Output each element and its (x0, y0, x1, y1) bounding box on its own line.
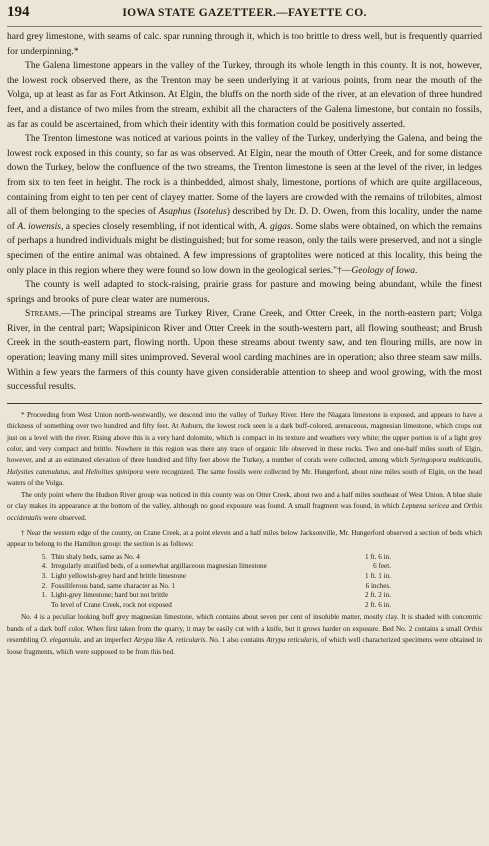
strata-table (35, 553, 395, 611)
footnote-divider (7, 403, 482, 404)
paragraph: hard grey limestone, with seams of calc. spar running through it, which is too brittle to dress well, but is frequently quarried for underpinning.* (7, 31, 482, 57)
footnote: The only point where the Hudson River group was noticed in this county was on Otter Creek, about two and a half miles southeast of West Union. A blue shale or clay makes its appearance at the bottom of the valley, although no good exposure was found. A small fragment was found, in which Leptæna sericea and Orthis occidentalis were observed. (7, 490, 482, 522)
table-row: 1. Light-grey limestone; hard but not brittle 2 ft. 2 in. (41, 591, 391, 600)
table-row: 2. Fossiliferous band, same character as No. 1 6 inches. (41, 581, 391, 590)
footnote: No. 4 is a peculiar looking buff grey magnesian limestone, which contains about seven per cent of insoluble matter, mostly clay. It is shaded with concentric bands of a dark buff color. When first taken from the quarry, it may be easily cut with a knife, but it grows harder on exposure. Bed No. 2 contains a small Orthis resembling O. elegantula, and an imperfect Atrypa like A. reticularis. No. 1 also contains Atrypa reticularis, of which well characterized specimens were obtained in loose fragments, which were supposed to be from this bed. (7, 613, 483, 656)
running-title: IOWA STATE GAZETTEER.—FAYETTE CO. (122, 7, 367, 19)
table-row: 4. Irregularly stratified beds, of a somewhat argillaceous magnesian limestone 6 feet. (41, 562, 391, 571)
paragraph: Streams.—The principal streams are Turkey River, Crane Creek, and Otter Creek, in the north-eastern part; Volga River, in the central part; Wapsipinicon River and Otter Creek in the south-western part, all flowing southeast; and Brush Creek in the south-eastern part, flowing north. Upon these streams about twenty saw, and ten flouring mills, are now in operation; leaving many mill sites unimproved. Several wool carding machines are in operation; also three steam saw mills. Within a few years the farmers of this county have given considerable attention to sheep and wool growing, with the most successful results. (7, 308, 482, 393)
section-label: Streams. (25, 308, 62, 320)
table-row: To level of Crane Creek, rock not exposed 2 ft. 6 in. (51, 600, 391, 609)
paragraph: The Trenton limestone was noticed at various points in the valley of the Turkey, underlying the Galena, and being the lowest rock exposed in this county, so far as was observed. At Elgin, near the mouth of Otter Creek, and for some distance down the Turkey, below the confluence of the two streams, the Trenton limestone is seen at the level of the river, in ledges from six to ten feet in height. The rock is a thinbedded, almost shaly, limestone, portions of which are quite argillaceous, containing from eight to ten per cent of clayey matter. Some of the layers are crowded with the remains of trilobites, almost all of them belonging to the species of Asaphus (Isotelus) described by Dr. D. D. Owen, from this locality, under the name of A. iowensis, a species closely resembling, if not identical with, A. gigas. Some slabs were obtained, on which the remains of perhaps a hundred individuals might be distinguished; but for some reason, only the tails were preserved, and not a single specimen of the entire animal was obtained. A few impressions of graptolites were noticed at this locality, this being the only place in this region where they were found so low down in the geological series."†—Geology of Iowa. (7, 133, 483, 276)
footnotes (7, 410, 482, 658)
paragraph: The county is well adapted to stock-raising, prairie grass for pasture and mowing being abundant, while the finest springs and brooks of pure clear water are numerous. (7, 279, 482, 305)
page-header (7, 0, 482, 27)
main-text (7, 30, 482, 395)
footnote: * Proceeding from West Union north-westwardly, we descend into the valley of Turkey River. Here the Niagara limestone is exposed, and appears to have a thickness of something over two hundred and fifty feet. At Auburn, the lowest rock seen is a dark buff-colored, arenaceous, magnesian limestone, which crops out just on a level with the river. Rising above this is a very hard dolomite, which is compact in its texture and weathers very white; the upper portion is of a light grey color, and very compact and brittle. Nowhere in this region was there any trace of organic life observed in these rocks. Two and one-half miles south of Elgin, however, and at an estimated elevation of three hundred and fifty feet above the Turkey, a number of corals were collected, among which Syringopora multicaulis, Halysites catenulatus, and Heliolites spinipora were recognized. The same fossils were collected by Mr. Hungerford, about nine miles south of Elgin, on the head waters of the Volga. (7, 410, 483, 488)
table-row: 3. Light yellowish-grey hard and brittle limestone 1 ft. 1 in. (41, 571, 391, 580)
table-row: 5. Thin shaly beds, same as No. 4 1 ft. 6 in. (41, 552, 391, 561)
footnote: † Near the western edge of the county, on Crane Creek, at a point eleven and a half miles below Jacksonville, Mr. Hungerford observed a section of beds which appear to belong to the Hamilton group: the section is as follows: (7, 528, 482, 549)
paragraph: The Galena limestone appears in the valley of the Turkey, through its whole length in this county. It is not, however, the lowest rock observed there, as the Trenton may be seen underlying it at various points, from near the mouth of the Volga, up at least as far as Fort Atkinson. At Elgin, the bluffs on the north side of the river, at an elevation of three hundred feet, and a distance of two miles from the stream, exhibit all the characters of the Galena limestone, but contain no fossils, as far as could be ascertained, from which their identity with this formation could be positively asserted. (7, 60, 482, 130)
page-number: 194 (7, 4, 30, 20)
